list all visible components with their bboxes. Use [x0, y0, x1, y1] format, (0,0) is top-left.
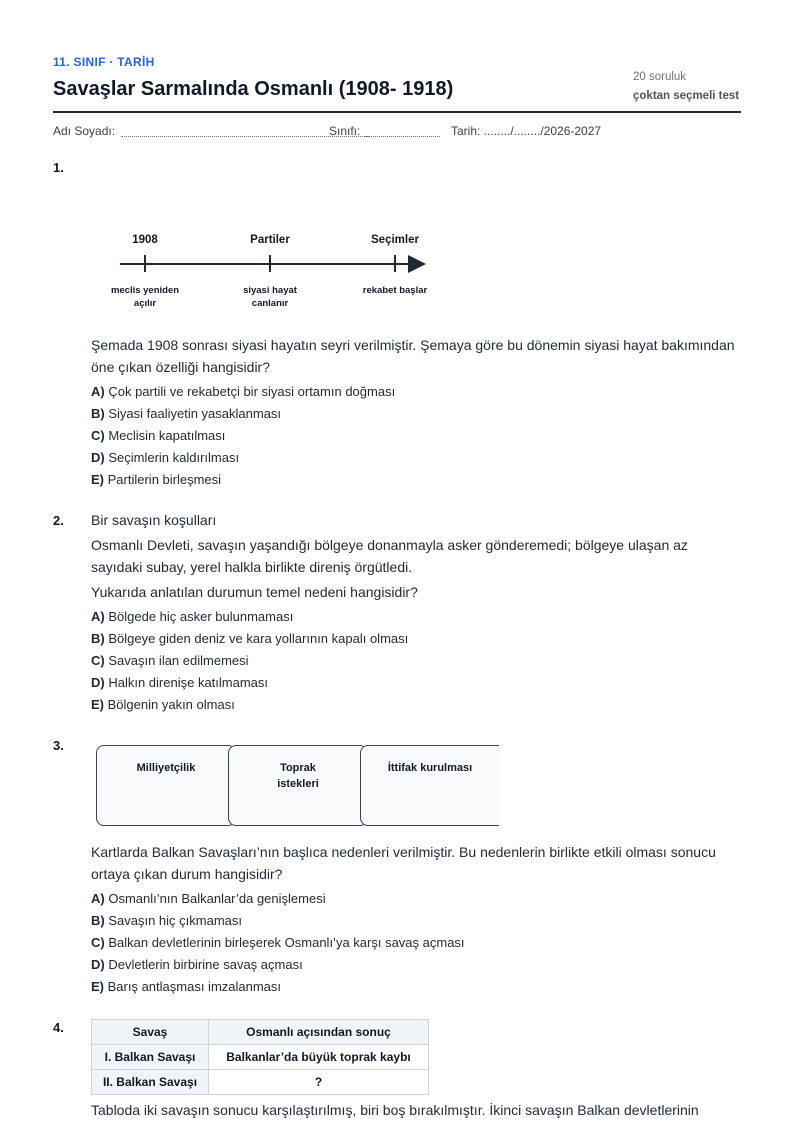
- answer-option-e[interactable]: [91, 697, 235, 712]
- table-cell: Balkanlar’da büyük toprak kaybı: [209, 1045, 429, 1070]
- option-text: Çok partili ve rekabetçi bir siyasi ortamın doğması: [108, 384, 396, 399]
- answer-option-d[interactable]: [91, 957, 303, 972]
- question-text: Şemada 1908 sonrası siyasi hayatın seyri verilmiştir. Şemaya göre bu dönemin siyasi hayat bakımından öne çıkan özelliği hangisidir?: [91, 337, 735, 375]
- comparison-table: [91, 1019, 429, 1095]
- option-text: Osmanlı’nın Balkanlar’da genişlemesi: [108, 891, 326, 906]
- answer-option-a[interactable]: [91, 609, 293, 624]
- date-label: Tarih: ......../......../2026-2027: [451, 124, 602, 138]
- table-cell: II. Balkan Savaşı: [92, 1070, 209, 1095]
- option-letter: E): [91, 472, 104, 487]
- answer-option-b[interactable]: [91, 406, 281, 421]
- timeline-label: 1908: [132, 234, 158, 246]
- answer-option-b[interactable]: [91, 913, 242, 928]
- option-text: Balkan devletlerinin birleşerek Osmanlı’ya karşı savaş açması: [108, 935, 465, 950]
- question-number: 3.: [53, 738, 64, 753]
- answer-option-b[interactable]: [91, 631, 408, 646]
- reason-card: [96, 745, 236, 826]
- table-header: Savaş: [92, 1020, 209, 1045]
- question-heading: Bir savaşın koşulları: [91, 512, 217, 528]
- card-label: İttifak kurulması: [387, 762, 473, 774]
- option-text: Meclisin kapatılması: [108, 428, 226, 443]
- timeline-diagram: [100, 225, 440, 320]
- option-letter: B): [91, 631, 105, 646]
- option-letter: E): [91, 979, 104, 994]
- name-label: Adı Soyadı:: [53, 124, 116, 138]
- header-divider: [53, 111, 741, 113]
- option-letter: D): [91, 450, 105, 465]
- card-label: Milliyetçilik: [136, 762, 196, 774]
- class-label: Sınıfı:: [329, 124, 361, 138]
- answer-option-a[interactable]: [91, 384, 395, 399]
- reason-cards: [96, 745, 499, 826]
- option-text: Bölgeye giden deniz ve kara yollarının kapalı olması: [108, 631, 409, 646]
- question-text: Kartlarda Balkan Savaşları’nın başlıca nedenleri verilmiştir. Bu nedenlerin birlikte etkili olması sonucu ortaya çıkan durum hangisidir?: [91, 844, 716, 882]
- question-body: Osmanlı Devleti, savaşın yaşandığı bölgeye donanmayla asker gönderemedi; bölgeye ulaşan az sayıdaki subay, yerel halkla birlikte direniş örgütledi.: [91, 537, 688, 575]
- answer-option-d[interactable]: [91, 675, 268, 690]
- reason-card: [360, 745, 499, 826]
- answer-option-c[interactable]: [91, 935, 465, 950]
- option-text: Siyasi faaliyetin yasaklanması: [108, 406, 282, 421]
- option-letter: C): [91, 428, 105, 443]
- reason-card: [228, 745, 368, 826]
- option-text: Savaşın hiç çıkmaması: [108, 913, 242, 928]
- timeline-label: Seçimler: [371, 234, 419, 246]
- question-text: Yukarıda anlatılan durumun temel nedeni hangisidir?: [91, 584, 418, 600]
- timeline-caption: siyasi hayat canlanır: [243, 285, 297, 309]
- question-count: 20 soruluk: [633, 71, 687, 83]
- question-number: 2.: [53, 513, 64, 528]
- table-header: Osmanlı açısından sonuç: [209, 1020, 429, 1045]
- table-row: [92, 1070, 429, 1095]
- timeline-arrowhead: [408, 255, 426, 273]
- option-text: Halkın direnişe katılmaması: [108, 675, 269, 690]
- answer-option-c[interactable]: [91, 428, 225, 443]
- grade-label: 11. SINIF · TARİH: [53, 55, 155, 69]
- answer-option-c[interactable]: [91, 653, 249, 668]
- card-label: Toprak istekleri: [277, 762, 319, 790]
- class-field[interactable]: [364, 136, 440, 137]
- timeline-tick: [144, 255, 146, 272]
- timeline-axis: [120, 263, 415, 265]
- timeline-caption: rekabet başlar: [362, 285, 428, 296]
- table-header-row: [92, 1020, 429, 1045]
- option-text: Seçimlerin kaldırılması: [108, 450, 240, 465]
- option-text: Devletlerin birbirine savaş açması: [108, 957, 303, 972]
- option-text: Bölgenin yakın olması: [107, 697, 235, 712]
- test-type: çoktan seçmeli test: [633, 90, 740, 102]
- option-letter: D): [91, 675, 105, 690]
- answer-option-d[interactable]: [91, 450, 239, 465]
- student-info: [53, 124, 741, 140]
- option-text: Bölgede hiç asker bulunmaması: [108, 609, 294, 624]
- option-text: Barış antlaşması imzalanması: [107, 979, 282, 994]
- answer-option-e[interactable]: [91, 472, 221, 487]
- table-cell: ?: [209, 1070, 429, 1095]
- option-letter: B): [91, 913, 105, 928]
- option-letter: B): [91, 406, 105, 421]
- option-letter: A): [91, 609, 105, 624]
- table-row: [92, 1045, 429, 1070]
- option-letter: E): [91, 697, 104, 712]
- answer-option-a[interactable]: [91, 891, 326, 906]
- option-letter: A): [91, 384, 105, 399]
- timeline-caption: meclis yeniden açılır: [110, 285, 180, 309]
- timeline-tick: [269, 255, 271, 272]
- table-cell: I. Balkan Savaşı: [92, 1045, 209, 1070]
- option-letter: C): [91, 935, 105, 950]
- option-text: Savaşın ilan edilmemesi: [108, 653, 249, 668]
- question-number: 1.: [53, 160, 64, 175]
- answer-option-e[interactable]: [91, 979, 281, 994]
- option-text: Partilerin birleşmesi: [107, 472, 222, 487]
- question-number: 4.: [53, 1020, 64, 1035]
- option-letter: C): [91, 653, 105, 668]
- timeline-tick: [394, 255, 396, 272]
- timeline-label: Partiler: [250, 234, 290, 246]
- question-text: Tabloda iki savaşın sonucu karşılaştırılmış, biri boş bırakılmıştır. İkinci savaşın Balkan devletlerinin: [91, 1102, 699, 1118]
- page-title: Savaşlar Sarmalında Osmanlı (1908- 1918): [53, 78, 454, 100]
- option-letter: D): [91, 957, 105, 972]
- option-letter: A): [91, 891, 105, 906]
